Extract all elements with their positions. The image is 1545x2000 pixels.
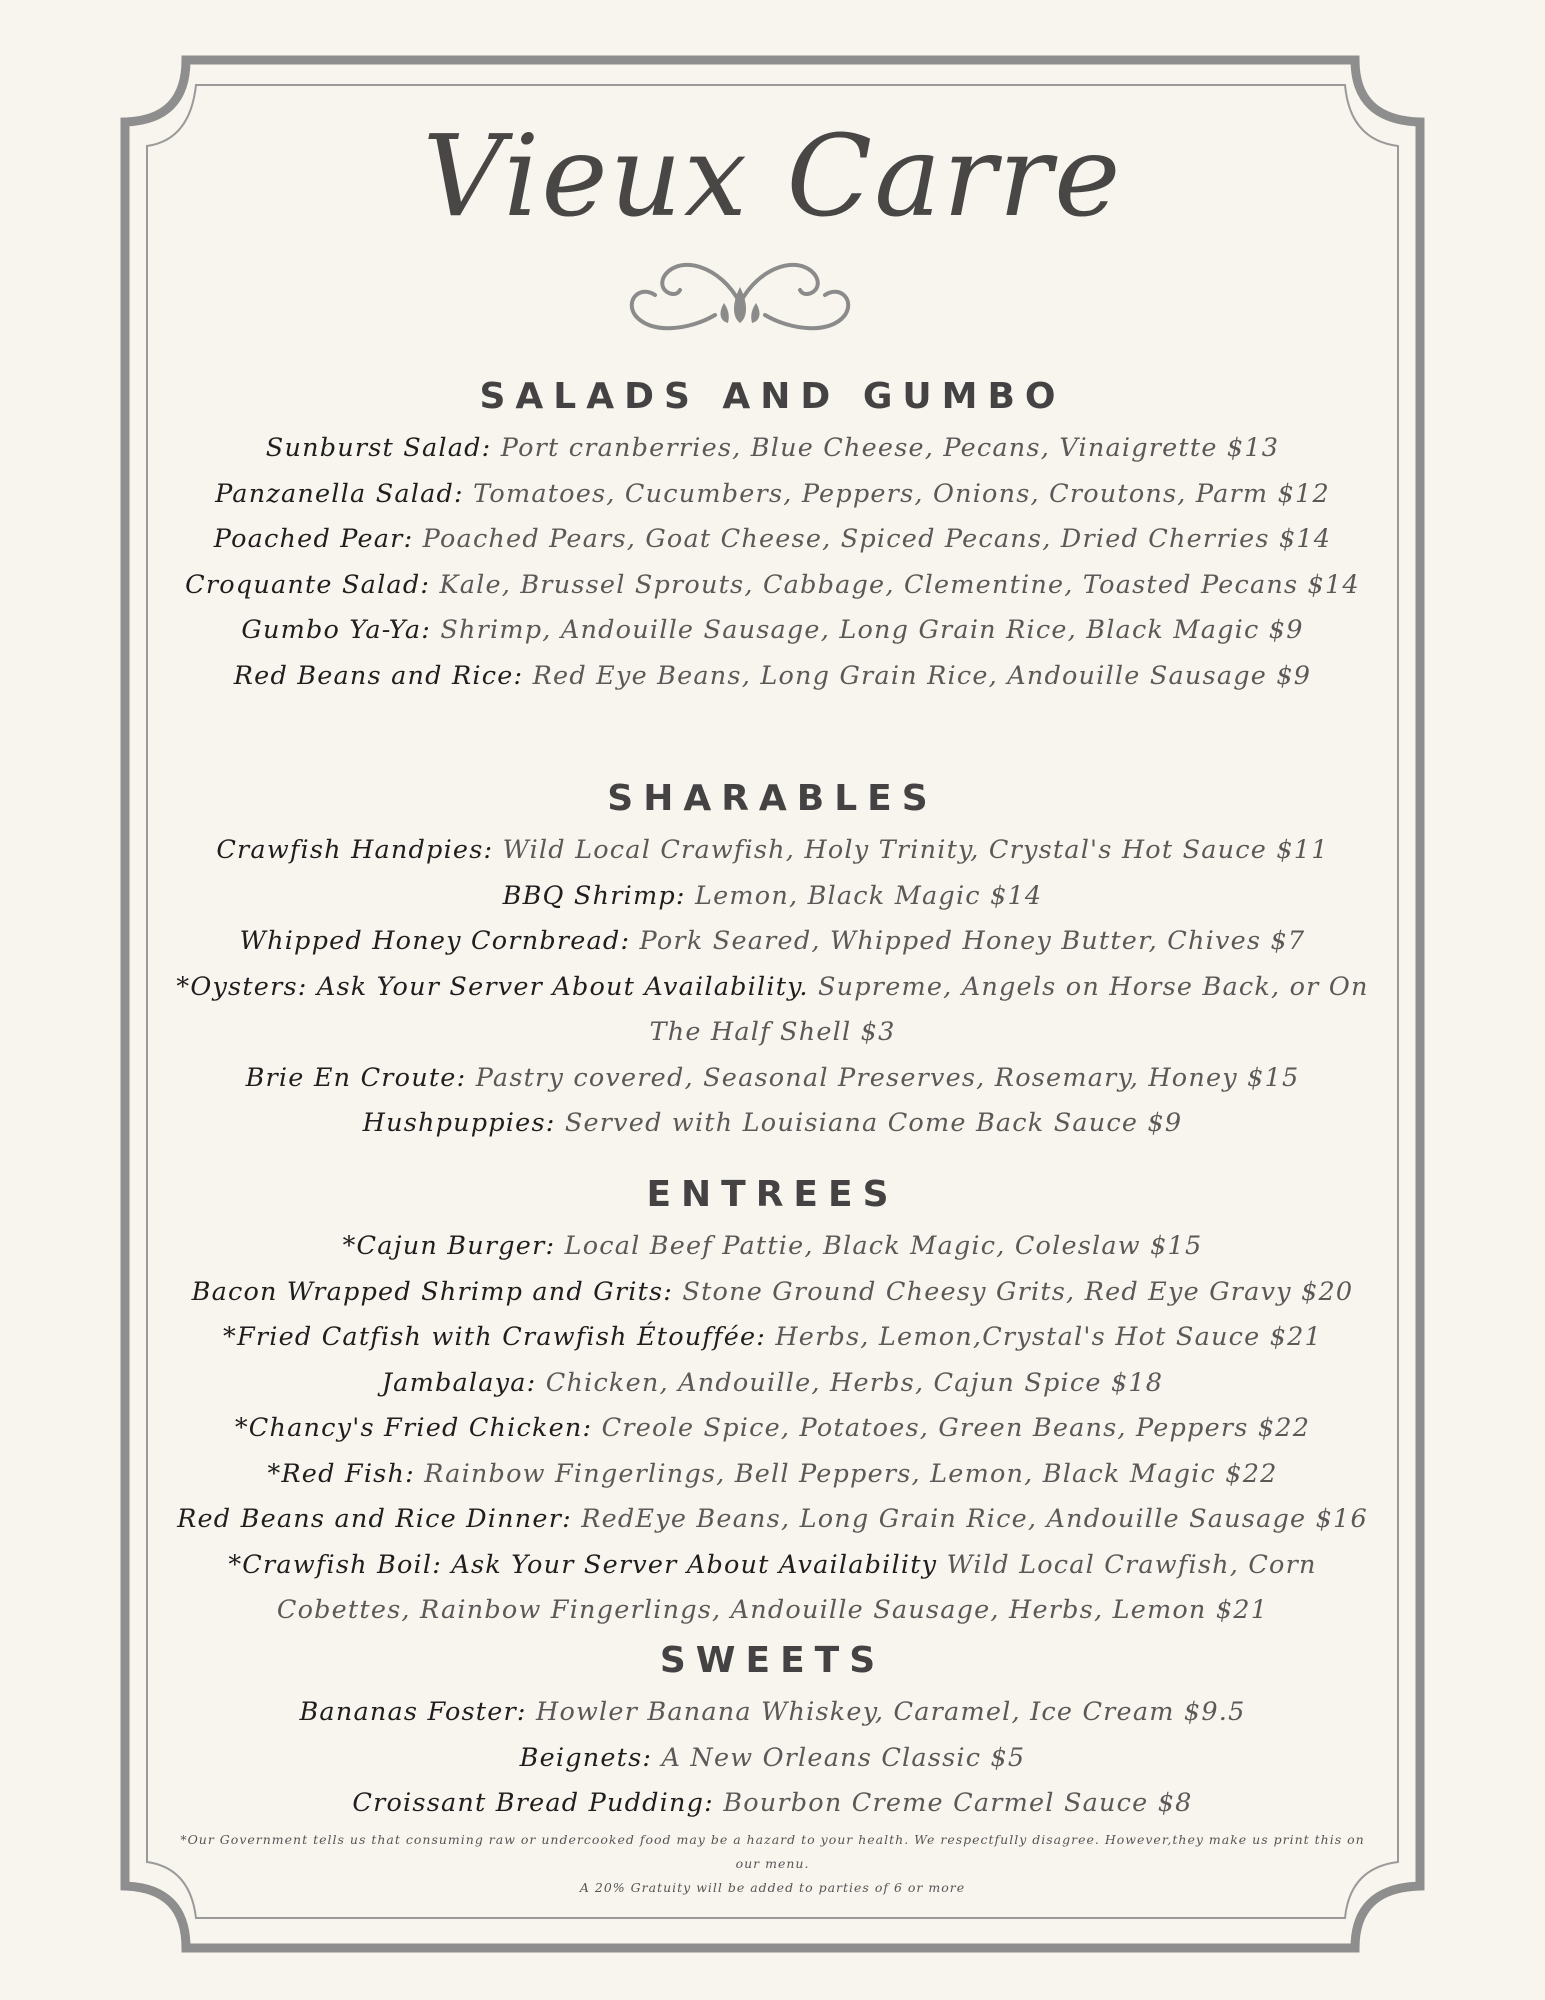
section-salads-and-gumbo [160,372,1385,699]
item-name: Jambalaya: [381,1367,537,1398]
menu-item [160,1056,1385,1102]
item-description: Bourbon Creme Carmel Sauce $8 [713,1788,1193,1818]
item-description: Shrimp, Andouille Sausage, Long Grain Rice, Black Magic $9 [431,615,1304,645]
menu-item [160,1690,1385,1736]
item-name: *Cajun Burger: [342,1231,556,1261]
restaurant-title: Vieux Carre [422,112,1123,242]
item-name: BBQ Shrimp: [502,880,686,911]
item-description: Pork Seared, Whipped Honey Butter, Chives $7 [630,926,1306,956]
menu-item [160,1497,1385,1543]
item-description: Port cranberries, Blue Cheese, Pecans, Vinaigrette $13 [491,433,1280,463]
menu-item [160,654,1385,700]
item-name: Panzanella Salad: [215,478,464,509]
section-entrees [160,1170,1385,1634]
item-name: Poached Pear: [213,524,414,554]
item-name: Bananas Foster: [299,1697,527,1727]
menu-item [160,426,1385,472]
item-description: Herbs, Lemon,Crystal's Hot Sauce $21 [766,1322,1322,1352]
item-description: Stone Ground Cheesy Grits, Red Eye Gravy $20 [673,1276,1354,1307]
item-name: *Crawfish Boil: Ask Your Server About Availability [228,1549,938,1580]
item-name: *Chancy's Fried Chicken: [234,1413,593,1443]
health-disclaimer: *Our Government tells us that consuming raw or undercooked food may be a hazard to your health. We respectfully disagree. However,they make us print this on our menu. [180,1832,1365,1871]
menu-item [160,1781,1385,1827]
menu-item [160,1361,1385,1407]
item-description: Creole Spice, Potatoes, Green Beans, Peppers $22 [592,1413,1311,1443]
item-name: Brie En Croute: [245,1062,467,1093]
item-description: Lemon, Black Magic $14 [685,880,1043,911]
item-name: *Fried Catfish with Crawfish Étouffée: [223,1322,767,1352]
item-name: Hushpuppies: [362,1108,556,1138]
menu-item [160,472,1385,518]
item-name: Red Beans and Rice: [233,660,524,691]
menu-item [160,608,1385,654]
item-description: Pastry covered, Seasonal Preserves, Rosemary, Honey $15 [466,1062,1300,1093]
item-name: Red Beans and Rice Dinner: [177,1504,572,1534]
menu-item [160,1315,1385,1361]
item-name: Gumbo Ya-Ya: [241,615,432,645]
item-description: Local Beef Pattie, Black Magic, Coleslaw $15 [555,1231,1203,1261]
item-description: A New Orleans Classic $5 [652,1742,1026,1773]
menu-item [160,919,1385,965]
item-name: Whipped Honey Cornbread: [239,926,631,956]
section-heading: SHARABLES [607,778,938,819]
menu-item [160,1736,1385,1782]
item-description: Chicken, Andouille, Herbs, Cajun Spice $18 [536,1367,1164,1398]
menu-item [160,1543,1385,1634]
section-heading: SALADS AND GUMBO [479,376,1066,417]
menu-item [160,1270,1385,1316]
menu-item [160,1101,1385,1147]
ornament-flourish-icon [620,245,860,345]
menu-item [160,1452,1385,1498]
section-heading: ENTREES [646,1174,899,1215]
item-name: Beignets: [519,1742,653,1773]
gratuity-note: A 20% Gratuity will be added to parties of 6 or more [579,1880,966,1895]
section-heading: SWEETS [659,1640,886,1681]
menu-item [160,965,1385,1056]
item-description: Wild Local Crawfish, Holy Trinity, Crystal's Hot Sauce $11 [493,835,1329,865]
item-description: Red Eye Beans, Long Grain Rice, Andouille Sausage $9 [523,660,1312,691]
item-description: Rainbow Fingerlings, Bell Peppers, Lemon, Black Magic $22 [414,1458,1278,1489]
menu-item [160,563,1385,609]
item-description: Kale, Brussel Sprouts, Cabbage, Clementine, Toasted Pecans $14 [430,569,1360,600]
item-name: Croquante Salad: [185,569,431,600]
item-description: Supreme, Angels on Horse Back, or On The Half Shell $3 [649,971,1369,1047]
menu-footer [180,1828,1365,1900]
item-description: Poached Pears, Goat Cheese, Spiced Pecans, Dried Cherries $14 [413,524,1332,554]
item-name: *Red Fish: [267,1458,415,1489]
item-name: *Oysters: Ask Your Server About Availability. [176,971,809,1002]
item-description: Served with Louisiana Come Back Sauce $9 [555,1108,1183,1138]
menu-item [160,874,1385,920]
item-description: Tomatoes, Cucumbers, Peppers, Onions, Croutons, Parm $12 [463,478,1330,509]
section-sharables [160,774,1385,1147]
menu-item [160,517,1385,563]
item-name: Crawfish Handpies: [216,835,494,865]
item-name: Sunburst Salad: [265,433,492,463]
menu-item [160,828,1385,874]
item-name: Croissant Bread Pudding: [352,1788,714,1818]
item-name: Bacon Wrapped Shrimp and Grits: [191,1276,674,1307]
section-sweets [160,1636,1385,1827]
menu-item [160,1224,1385,1270]
menu-item [160,1406,1385,1452]
item-description: Wild Local Crawfish, Corn Cobettes, Rainbow Fingerlings, Andouille Sausage, Herbs, Lemon $21 [276,1549,1317,1625]
item-description: Howler Banana Whiskey, Caramel, Ice Cream $9.5 [526,1697,1246,1727]
item-description: RedEye Beans, Long Grain Rice, Andouille Sausage $16 [571,1504,1368,1534]
